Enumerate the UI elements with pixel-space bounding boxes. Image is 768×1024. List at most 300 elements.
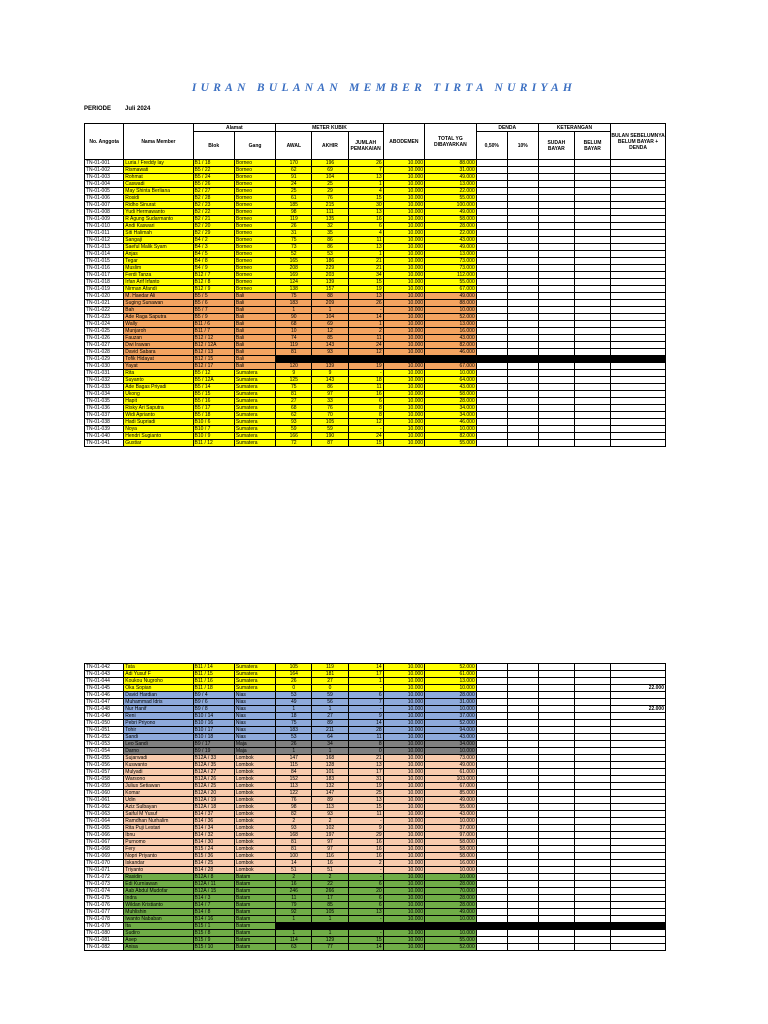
cell-sudah-bayar: [538, 797, 574, 804]
cell-abodemen: 10.000: [383, 174, 424, 181]
cell-jumlah: 15: [348, 279, 383, 286]
cell-jumlah: 8: [348, 741, 383, 748]
cell-denda-050: [476, 230, 507, 237]
cell-nama: Purnomo: [124, 839, 193, 846]
cell-jumlah: 6: [348, 895, 383, 902]
cell-akhir: 59: [312, 426, 348, 433]
cell-belum-bayar: [574, 405, 610, 412]
cell-abodemen: 10.000: [383, 902, 424, 909]
cell-nama: Ridho Sinurat: [124, 202, 193, 209]
cell-total: 49.000: [425, 293, 477, 300]
cell-blok: B5 / 26: [193, 181, 234, 188]
cell-akhir: 56: [312, 699, 348, 706]
cell-denda-050: [476, 293, 507, 300]
cell-bulan-sebelumnya: [611, 237, 666, 244]
cell-jumlah: 14: [348, 314, 383, 321]
cell-total: 28.000: [425, 398, 477, 405]
cell-gang: Bali: [234, 356, 275, 363]
cell-bulan-sebelumnya: [611, 370, 666, 377]
cell-bulan-sebelumnya: [611, 895, 666, 902]
cell-bulan-sebelumnya: [611, 734, 666, 741]
cell-akhir: 1: [312, 930, 348, 937]
table-row: [85, 678, 666, 685]
cell-awal: 74: [276, 335, 312, 342]
cell-denda-050: [476, 776, 507, 783]
cell-sudah-bayar: [538, 307, 574, 314]
cell-denda-050: [476, 328, 507, 335]
cell-denda-050: [476, 181, 507, 188]
cell-blok: B12 / 9: [193, 286, 234, 293]
cell-awal: 1: [276, 916, 312, 923]
cell-akhir: 135: [312, 216, 348, 223]
cell-blok: B14 / 16: [193, 916, 234, 923]
cell-abodemen: 10.000: [383, 790, 424, 797]
cell-belum-bayar: [574, 769, 610, 776]
cell-awal: 27: [276, 398, 312, 405]
cell-bulan-sebelumnya: [611, 202, 666, 209]
cell-abodemen: 10.000: [383, 433, 424, 440]
cell-sudah-bayar: [538, 314, 574, 321]
cell-awal: 119: [276, 216, 312, 223]
cell-awal: 165: [276, 258, 312, 265]
cell-gang: Bali: [234, 342, 275, 349]
cell-gang: Bali: [234, 328, 275, 335]
cell-total: 55.000: [425, 440, 477, 447]
cell-no-anggota: TN-01-059: [85, 783, 124, 790]
table-row: [85, 699, 666, 706]
cell-total: 22.000: [425, 230, 477, 237]
cell-total: 28.000: [425, 881, 477, 888]
cell-denda-050: [476, 860, 507, 867]
cell-sudah-bayar: [538, 846, 574, 853]
cell-nama: Indra: [124, 895, 193, 902]
cell-denda-050: [476, 944, 507, 951]
cell-abodemen: 10.000: [383, 426, 424, 433]
cell-denda-10: [507, 797, 538, 804]
cell-belum-bayar: [574, 216, 610, 223]
cell-total: 13.000: [425, 678, 477, 685]
cell-belum-bayar: [574, 776, 610, 783]
cell-jumlah: 4: [348, 188, 383, 195]
table-row: [85, 237, 666, 244]
cell-abodemen: 10.000: [383, 314, 424, 321]
cell-abodemen: 10.000: [383, 769, 424, 776]
cell-belum-bayar: [574, 272, 610, 279]
cell-awal: 75: [276, 237, 312, 244]
cell-awal: 75: [276, 293, 312, 300]
cell-jumlah: -: [348, 706, 383, 713]
cell-nama: Ibnu: [124, 832, 193, 839]
cell-jumlah: 14: [348, 664, 383, 671]
header-keterangan: KETERANGAN: [538, 124, 610, 132]
table-row: [85, 272, 666, 279]
cell-denda-050: [476, 314, 507, 321]
cell-abodemen: 10.000: [383, 419, 424, 426]
cell-abodemen: 10.000: [383, 279, 424, 286]
cell-akhir: 32: [312, 223, 348, 230]
cell-jumlah: 24: [348, 342, 383, 349]
cell-total: 88.000: [425, 300, 477, 307]
cell-denda-10: [507, 377, 538, 384]
cell-jumlah: 17: [348, 671, 383, 678]
cell-gang: Borneo: [234, 244, 275, 251]
table-row: [85, 811, 666, 818]
cell-bulan-sebelumnya: [611, 811, 666, 818]
cell-gang: Bali: [234, 314, 275, 321]
cell-bulan-sebelumnya: [611, 363, 666, 370]
table-row: [85, 748, 666, 755]
cell-awal: [276, 356, 312, 363]
cell-nama: Hapit: [124, 398, 193, 405]
cell-nama: Reni: [124, 713, 193, 720]
cell-akhir: 76: [312, 405, 348, 412]
cell-belum-bayar: [574, 223, 610, 230]
cell-no-anggota: TN-01-029: [85, 356, 124, 363]
cell-sudah-bayar: [538, 195, 574, 202]
cell-no-anggota: TN-01-065: [85, 825, 124, 832]
cell-no-anggota: TN-01-063: [85, 811, 124, 818]
table-row: [85, 174, 666, 181]
cell-abodemen: 10.000: [383, 797, 424, 804]
cell-sudah-bayar: [538, 727, 574, 734]
cell-bulan-sebelumnya: [611, 377, 666, 384]
cell-sudah-bayar: [538, 237, 574, 244]
cell-akhir: 229: [312, 265, 348, 272]
cell-no-anggota: TN-01-046: [85, 692, 124, 699]
cell-abodemen: 10.000: [383, 223, 424, 230]
cell-nama: David Sabara: [124, 349, 193, 356]
cell-denda-10: [507, 748, 538, 755]
cell-awal: [276, 923, 312, 930]
cell-abodemen: 10.000: [383, 195, 424, 202]
cell-jumlah: 8: [348, 405, 383, 412]
cell-akhir: 209: [312, 300, 348, 307]
cell-nama: Andi Kaswari: [124, 223, 193, 230]
cell-abodemen: 10.000: [383, 293, 424, 300]
table-row: [85, 412, 666, 419]
cell-no-anggota: TN-01-008: [85, 209, 124, 216]
table-row: [85, 832, 666, 839]
cell-gang: Sumatera: [234, 412, 275, 419]
cell-gang: Nias: [234, 734, 275, 741]
cell-nama: Sandi: [124, 734, 193, 741]
cell-awal: 1: [276, 748, 312, 755]
cell-belum-bayar: [574, 853, 610, 860]
cell-denda-050: [476, 727, 507, 734]
cell-abodemen: 10.000: [383, 811, 424, 818]
cell-sudah-bayar: [538, 328, 574, 335]
cell-denda-050: [476, 265, 507, 272]
cell-awal: 120: [276, 363, 312, 370]
cell-nama: Sudiro: [124, 930, 193, 937]
cell-blok: B5 / 9: [193, 314, 234, 321]
cell-gang: Borneo: [234, 167, 275, 174]
cell-denda-10: [507, 769, 538, 776]
table-row: [85, 888, 666, 895]
cell-belum-bayar: [574, 181, 610, 188]
cell-total: 100.000: [425, 202, 477, 209]
cell-nama: Hadi Supriadi: [124, 419, 193, 426]
cell-denda-050: [476, 685, 507, 692]
cell-akhir: 2: [312, 874, 348, 881]
cell-jumlah: -: [348, 426, 383, 433]
cell-no-anggota: TN-01-027: [85, 342, 124, 349]
cell-no-anggota: TN-01-047: [85, 699, 124, 706]
table-row: [85, 769, 666, 776]
cell-no-anggota: TN-01-073: [85, 881, 124, 888]
cell-denda-050: [476, 895, 507, 902]
cell-belum-bayar: [574, 706, 610, 713]
cell-no-anggota: TN-01-019: [85, 286, 124, 293]
cell-akhir: 196: [312, 160, 348, 167]
cell-denda-050: [476, 930, 507, 937]
cell-total: 49.000: [425, 209, 477, 216]
cell-nama: Nirman Afandi: [124, 286, 193, 293]
cell-total: 10.000: [425, 930, 477, 937]
table-row: [85, 391, 666, 398]
cell-awal: 183: [276, 300, 312, 307]
cell-denda-050: [476, 370, 507, 377]
cell-akhir: 119: [312, 664, 348, 671]
cell-belum-bayar: [574, 923, 610, 930]
cell-total: 58.000: [425, 216, 477, 223]
cell-no-anggota: TN-01-002: [85, 167, 124, 174]
cell-akhir: 76: [312, 195, 348, 202]
cell-no-anggota: TN-01-071: [85, 867, 124, 874]
cell-jumlah: 1: [348, 678, 383, 685]
cell-bulan-sebelumnya: [611, 335, 666, 342]
cell-nama: Gustiar: [124, 440, 193, 447]
cell-akhir: [312, 356, 348, 363]
cell-denda-050: [476, 916, 507, 923]
cell-abodemen: 10.000: [383, 818, 424, 825]
cell-gang: Lombok: [234, 797, 275, 804]
cell-akhir: 139: [312, 279, 348, 286]
table-row: [85, 706, 666, 713]
cell-bulan-sebelumnya: [611, 384, 666, 391]
cell-nama: Ita: [124, 923, 193, 930]
cell-gang: Lombok: [234, 846, 275, 853]
cell-belum-bayar: [574, 825, 610, 832]
cell-denda-10: [507, 286, 538, 293]
cell-belum-bayar: [574, 293, 610, 300]
cell-nama: Tofik Hidayat: [124, 356, 193, 363]
cell-bulan-sebelumnya: [611, 223, 666, 230]
cell-blok: B12A / 33: [193, 755, 234, 762]
cell-bulan-sebelumnya: [611, 916, 666, 923]
cell-blok: B1 / 18: [193, 160, 234, 167]
cell-awal: 122: [276, 790, 312, 797]
cell-belum-bayar: [574, 888, 610, 895]
cell-denda-050: [476, 244, 507, 251]
cell-no-anggota: TN-01-056: [85, 762, 124, 769]
table-row: [85, 664, 666, 671]
cell-akhir: 113: [312, 804, 348, 811]
cell-no-anggota: TN-01-009: [85, 216, 124, 223]
cell-blok: B10 / 17: [193, 727, 234, 734]
cell-total: 13.000: [425, 181, 477, 188]
cell-bulan-sebelumnya: [611, 167, 666, 174]
cell-blok: B9 / 6: [193, 699, 234, 706]
cell-total: 67.000: [425, 363, 477, 370]
cell-gang: Lombok: [234, 853, 275, 860]
cell-total: 103.000: [425, 776, 477, 783]
cell-denda-050: [476, 251, 507, 258]
cell-sudah-bayar: [538, 216, 574, 223]
cell-nama: Wildan Kristianto: [124, 902, 193, 909]
cell-blok: B12A / 11: [193, 881, 234, 888]
cell-sudah-bayar: [538, 783, 574, 790]
cell-awal: 114: [276, 937, 312, 944]
cell-denda-10: [507, 335, 538, 342]
cell-nama: Leo Sandi: [124, 741, 193, 748]
cell-abodemen: 10.000: [383, 300, 424, 307]
cell-no-anggota: TN-01-055: [85, 755, 124, 762]
cell-jumlah: 2: [348, 328, 383, 335]
periode-value: Juli 2024: [125, 106, 151, 112]
cell-awal: 75: [276, 384, 312, 391]
table-row: [85, 713, 666, 720]
cell-belum-bayar: [574, 664, 610, 671]
cell-abodemen: 10.000: [383, 265, 424, 272]
cell-awal: 68: [276, 405, 312, 412]
cell-abodemen: 10.000: [383, 853, 424, 860]
cell-bulan-sebelumnya: [611, 349, 666, 356]
cell-gang: Sumatera: [234, 405, 275, 412]
cell-no-anggota: TN-01-026: [85, 335, 124, 342]
cell-belum-bayar: [574, 881, 610, 888]
cell-nama: Muhlishin: [124, 909, 193, 916]
cell-bulan-sebelumnya: [611, 300, 666, 307]
cell-sudah-bayar: [538, 720, 574, 727]
cell-blok: B14 / 34: [193, 825, 234, 832]
cell-nama: Saiful M Yusuf: [124, 811, 193, 818]
cell-denda-050: [476, 272, 507, 279]
cell-denda-10: [507, 314, 538, 321]
cell-sudah-bayar: [538, 370, 574, 377]
cell-gang: Borneo: [234, 216, 275, 223]
cell-bulan-sebelumnya: [611, 790, 666, 797]
cell-abodemen: 10.000: [383, 734, 424, 741]
cell-jumlah: 25: [348, 790, 383, 797]
cell-abodemen: 10.000: [383, 937, 424, 944]
table-row: [85, 797, 666, 804]
cell-bulan-sebelumnya: [611, 923, 666, 930]
cell-total: 52.000: [425, 314, 477, 321]
cell-jumlah: 7: [348, 699, 383, 706]
cell-belum-bayar: [574, 846, 610, 853]
cell-sudah-bayar: [538, 664, 574, 671]
cell-akhir: 33: [312, 398, 348, 405]
cell-bulan-sebelumnya: [611, 825, 666, 832]
cell-blok: B5 / 15: [193, 391, 234, 398]
cell-bulan-sebelumnya: [611, 398, 666, 405]
cell-denda-10: [507, 671, 538, 678]
cell-denda-050: [476, 209, 507, 216]
cell-abodemen: 10.000: [383, 755, 424, 762]
cell-no-anggota: TN-01-032: [85, 377, 124, 384]
cell-denda-10: [507, 181, 538, 188]
cell-no-anggota: TN-01-011: [85, 230, 124, 237]
cell-akhir: 17: [312, 895, 348, 902]
cell-bulan-sebelumnya: [611, 265, 666, 272]
cell-denda-050: [476, 741, 507, 748]
cell-denda-10: [507, 419, 538, 426]
cell-denda-10: [507, 713, 538, 720]
table-row: [85, 853, 666, 860]
cell-gang: Borneo: [234, 174, 275, 181]
cell-belum-bayar: [574, 713, 610, 720]
cell-blok: B5 / 12: [193, 370, 234, 377]
cell-denda-050: [476, 167, 507, 174]
cell-denda-050: [476, 888, 507, 895]
cell-denda-050: [476, 699, 507, 706]
cell-denda-050: [476, 174, 507, 181]
table-row: [85, 937, 666, 944]
cell-blok: B4 / 2: [193, 237, 234, 244]
cell-jumlah: 16: [348, 216, 383, 223]
cell-sudah-bayar: [538, 832, 574, 839]
cell-belum-bayar: [574, 426, 610, 433]
cell-denda-050: [476, 419, 507, 426]
table-row: [85, 370, 666, 377]
table-row: [85, 762, 666, 769]
cell-denda-10: [507, 811, 538, 818]
cell-jumlah: 1: [348, 321, 383, 328]
cell-blok: B5 / 16: [193, 398, 234, 405]
cell-belum-bayar: [574, 300, 610, 307]
cell-sudah-bayar: [538, 678, 574, 685]
table-row: [85, 671, 666, 678]
cell-denda-10: [507, 867, 538, 874]
cell-bulan-sebelumnya: [611, 321, 666, 328]
cell-akhir: 88: [312, 293, 348, 300]
cell-denda-050: [476, 790, 507, 797]
cell-gang: Bali: [234, 300, 275, 307]
cell-sudah-bayar: [538, 405, 574, 412]
cell-akhir: 143: [312, 377, 348, 384]
cell-denda-10: [507, 860, 538, 867]
cell-belum-bayar: [574, 398, 610, 405]
cell-bulan-sebelumnya: [611, 853, 666, 860]
cell-nama: Sujarwadi: [124, 755, 193, 762]
cell-sudah-bayar: [538, 776, 574, 783]
cell-akhir: 97: [312, 839, 348, 846]
cell-blok: B5 / 12A: [193, 377, 234, 384]
cell-belum-bayar: [574, 384, 610, 391]
table-row: [85, 874, 666, 881]
cell-total: 28.000: [425, 902, 477, 909]
cell-denda-050: [476, 286, 507, 293]
cell-bulan-sebelumnya: [611, 881, 666, 888]
table-row: [85, 160, 666, 167]
cell-denda-050: [476, 160, 507, 167]
cell-sudah-bayar: [538, 692, 574, 699]
cell-belum-bayar: [574, 370, 610, 377]
cell-denda-050: [476, 846, 507, 853]
table-row: [85, 307, 666, 314]
cell-denda-050: [476, 706, 507, 713]
cell-sudah-bayar: [538, 881, 574, 888]
cell-denda-10: [507, 174, 538, 181]
cell-belum-bayar: [574, 916, 610, 923]
cell-awal: 14: [276, 860, 312, 867]
table-row: [85, 860, 666, 867]
cell-akhir: 9: [312, 370, 348, 377]
cell-belum-bayar: [574, 832, 610, 839]
cell-belum-bayar: [574, 692, 610, 699]
cell-abodemen: 10.000: [383, 160, 424, 167]
